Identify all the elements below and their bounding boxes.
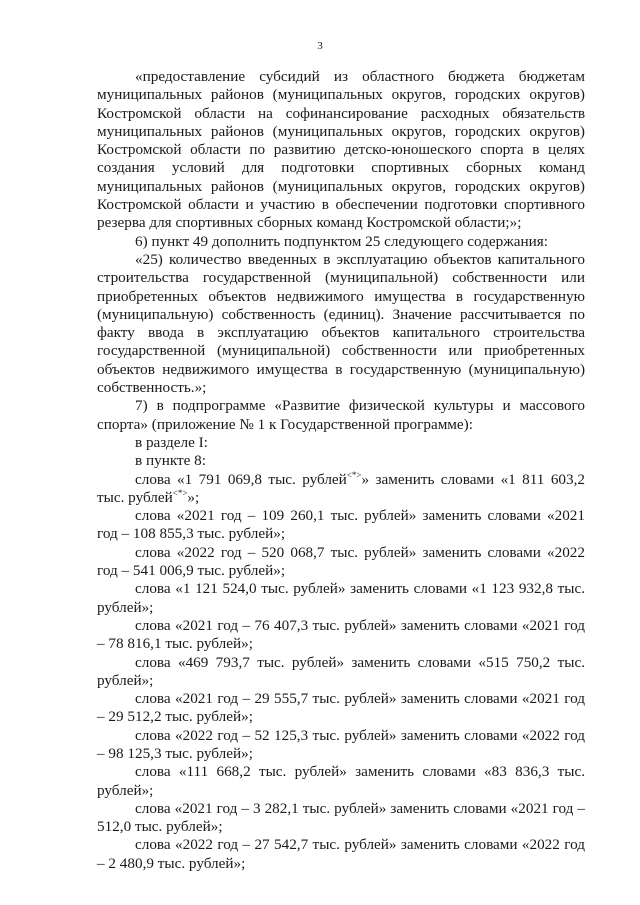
footnote-marker: <*> xyxy=(172,487,188,498)
replacement-line-total xyxy=(97,471,585,508)
replacement-line: слова «2021 год – 29 555,7 тыс. рублей» заменить словами «2021 год – 29 512,2 тыс. рублей»; xyxy=(97,690,585,726)
replacement-line: слова «2021 год – 109 260,1 тыс. рублей» заменить словами «2021 год – 108 855,3 тыс. рублей»; xyxy=(97,507,585,543)
replacement-line: слова «2022 год – 27 542,7 тыс. рублей» заменить словами «2022 год – 2 480,9 тыс. рублей»; xyxy=(97,836,585,872)
replacement-line: слова «1 121 524,0 тыс. рублей» заменить словами «1 123 932,8 тыс. рублей»; xyxy=(97,580,585,616)
document-body xyxy=(97,68,585,873)
replacement-line: слова «469 793,7 тыс. рублей» заменить словами «515 750,2 тыс. рублей»; xyxy=(97,653,585,689)
paragraph-item-6: 6) пункт 49 дополнить подпунктом 25 следующего содержания: xyxy=(135,232,548,250)
paragraph-subitem-25: «25) количество введенных в эксплуатацию объектов капитального строительства государственной (муниципальной) собственности или приобретенных объектов недвижимого имущества в государственную (муниципальную) собственность (единиц). Значение рассчитывается по факту ввода в эксплуатацию объектов капитального строительства государственной (муниципальной) собственности или приобретенных объектов недвижимого имущества в государственную (муниципальную) собственность.»; xyxy=(97,250,585,397)
paragraph-subsidy-text: «предоставление субсидий из областного бюджета бюджетам муниципальных районов (муниципальных округов, городских округов) Костромской области на софинансирование расходных обязательств муниципальных районов (муниципальных округов, городских округов) Костромской области по развитию детско-юношеского спорта в целях создания условий для подготовки спортивных сборных команд муниципальных районов (муниципальных округов, городских округов) Костромской области и участию в обеспечении подготовки спортивного резерва для спортивных сборных команд Костромской области;»; xyxy=(97,68,585,232)
replacement-middle: » заменить словами «1 811 603,2 тыс. рублей xyxy=(97,470,585,506)
replacement-line: слова «2022 год – 52 125,3 тыс. рублей» заменить словами «2022 год – 98 125,3 тыс. рублей»; xyxy=(97,726,585,762)
replacement-before: слова «1 791 069,8 тыс. рублей xyxy=(135,470,347,488)
replacement-line: слова «111 668,2 тыс. рублей» заменить словами «83 836,3 тыс. рублей»; xyxy=(97,763,585,799)
footnote-marker: <*> xyxy=(346,469,362,480)
page-number: 3 xyxy=(317,40,323,52)
paragraph-item-7: 7) в подпрограмме «Развитие физической культуры и массового спорта» (приложение № 1 к Государственной программе): xyxy=(97,397,585,433)
replacement-line: слова «2022 год – 520 068,7 тыс. рублей» заменить словами «2022 год – 541 006,9 тыс. рублей»; xyxy=(97,543,585,580)
replacement-line: слова «2021 год – 3 282,1 тыс. рублей» заменить словами «2021 год – 512,0 тыс. рублей»; xyxy=(97,799,585,836)
paragraph-section-1: в разделе I: xyxy=(135,433,208,451)
replacement-after: »; xyxy=(187,488,200,506)
replacement-line: слова «2021 год – 76 407,3 тыс. рублей» заменить словами «2021 год – 78 816,1 тыс. рублей»; xyxy=(97,616,585,653)
paragraph-point-8: в пункте 8: xyxy=(135,452,206,470)
